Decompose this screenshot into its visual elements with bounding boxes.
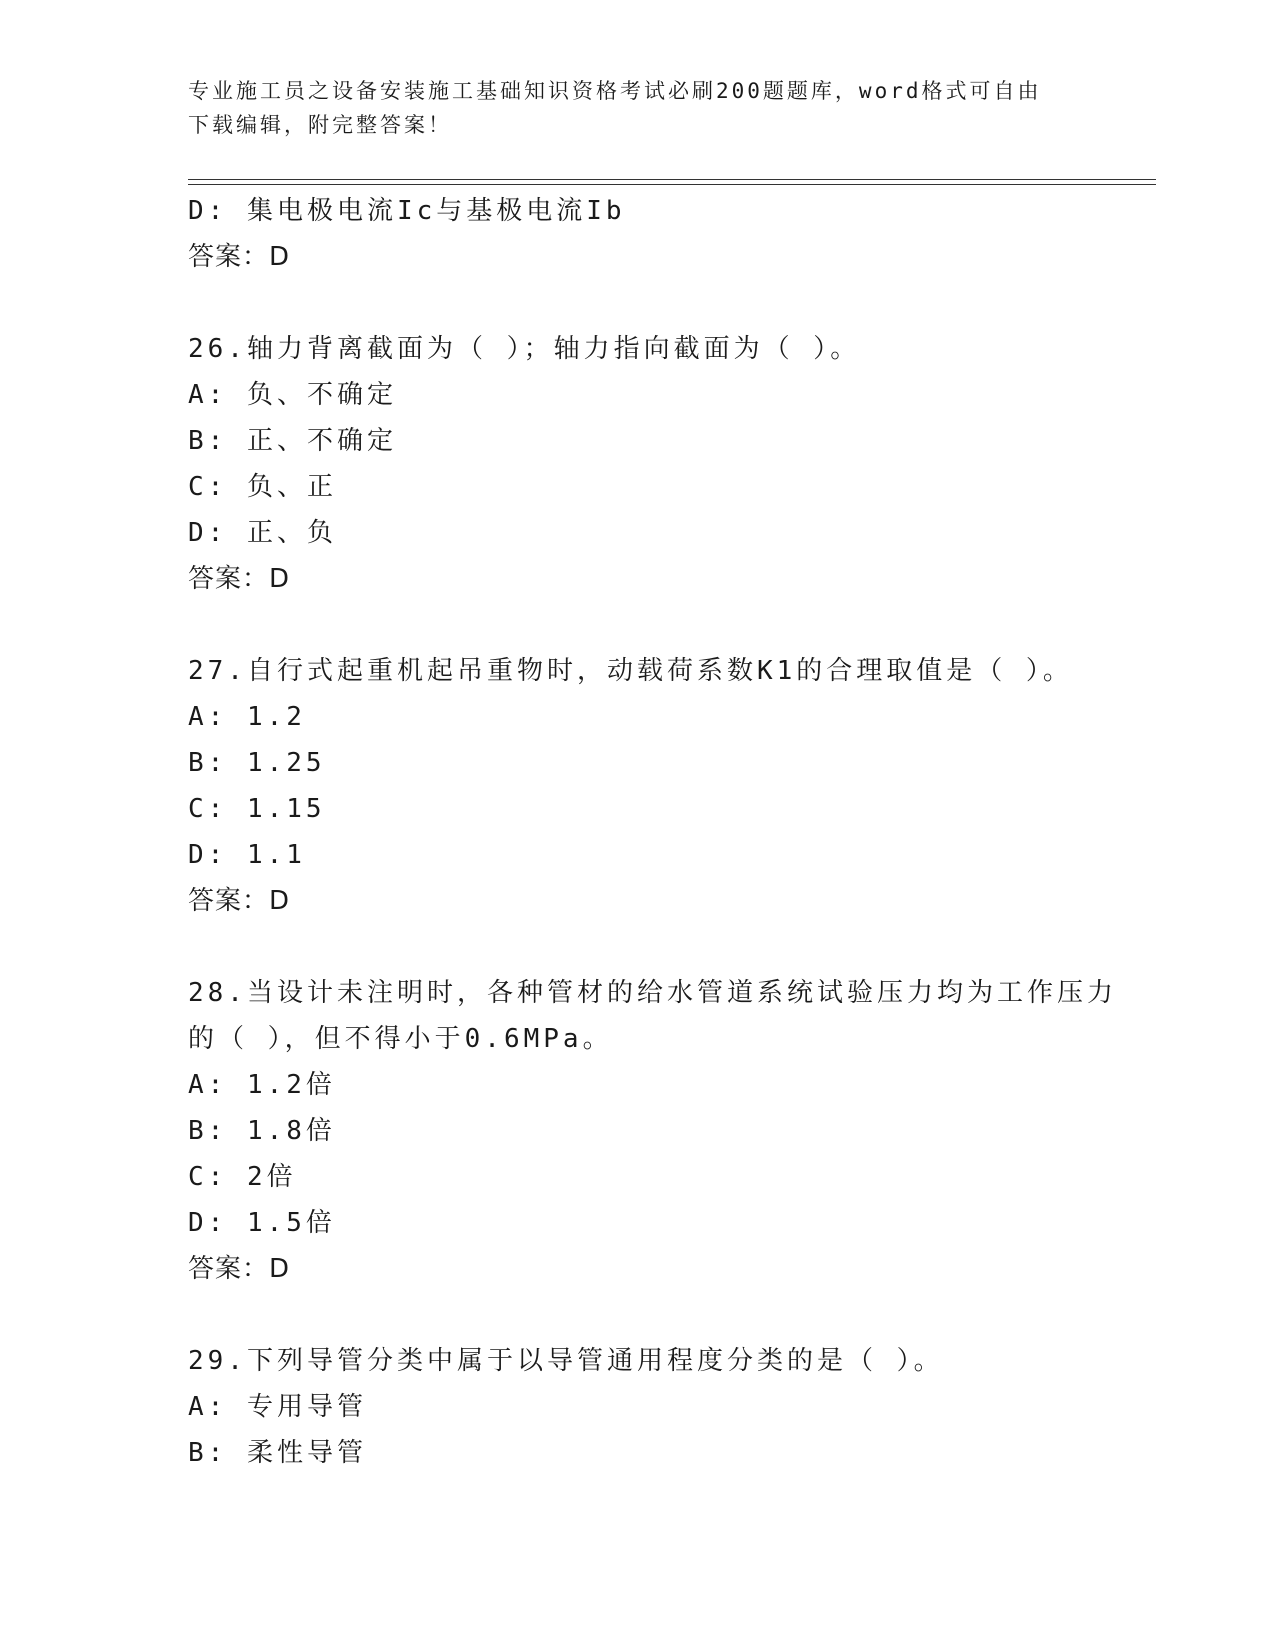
header-line-1: 专业施工员之设备安装施工基础知识资格考试必刷200题题库，word格式可自由 [188,79,1042,103]
header-line-2: 下载编辑，附完整答案！ [188,113,452,137]
question-content [188,188,1156,1476]
option-a: A: 专用导管 [188,1392,367,1422]
answer-line: 答案：D [188,242,291,272]
question-block [188,970,1156,1292]
spacer [188,602,1156,648]
option-c: C: 2倍 [188,1162,297,1192]
spacer [188,1292,1156,1338]
question-stem-line-2: 的（ ），但不得小于0.6MPa。 [188,1024,613,1054]
header-divider-bottom [188,184,1156,185]
option-c: C: 负、正 [188,472,337,502]
option-d: D: 正、负 [188,518,337,548]
question-stem: 29.下列导管分类中属于以导管通用程度分类的是（ ）。 [188,1346,944,1376]
question-stem: 27.自行式起重机起吊重物时，动载荷系数K1的合理取值是（ ）。 [188,656,1073,686]
option-b: B: 正、不确定 [188,426,397,456]
option-d: D: 集电极电流Ic与基极电流Ib [188,196,626,226]
option-a: A: 1.2 [188,702,306,732]
question-stem-line-1: 28.当设计未注明时，各种管材的给水管道系统试验压力均为工作压力 [188,978,1117,1008]
option-d: D: 1.5倍 [188,1208,336,1238]
question-block [188,1338,1156,1476]
answer-line: 答案：D [188,564,291,594]
spacer [188,280,1156,326]
question-stem: 26.轴力背离截面为（ ）；轴力指向截面为（ ）。 [188,334,861,364]
question-block [188,326,1156,602]
option-a: A: 1.2倍 [188,1070,336,1100]
option-b: B: 柔性导管 [188,1438,367,1468]
answer-line: 答案：D [188,1254,291,1284]
option-b: B: 1.25 [188,748,326,778]
question-block [188,648,1156,924]
document-header [188,74,1088,142]
answer-line: 答案：D [188,886,291,916]
spacer [188,924,1156,970]
option-c: C: 1.15 [188,794,326,824]
option-d: D: 1.1 [188,840,306,870]
option-a: A: 负、不确定 [188,380,397,410]
option-b: B: 1.8倍 [188,1116,336,1146]
header-divider-top [188,179,1156,180]
